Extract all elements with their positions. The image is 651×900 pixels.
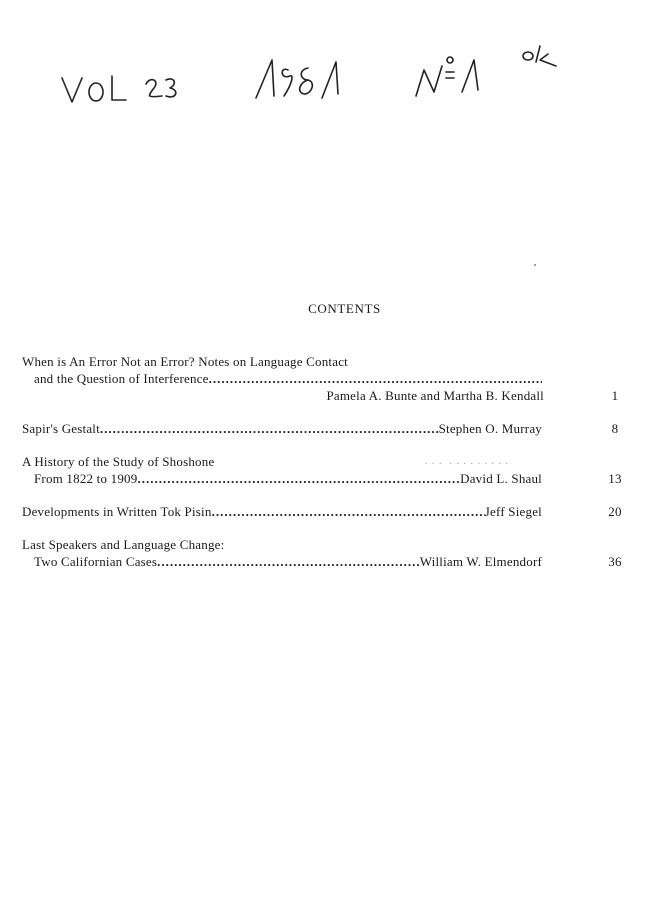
- toc-entry: [0, 353, 651, 404]
- leader-dots: [100, 420, 439, 437]
- contents-heading: CONTENTS: [308, 301, 381, 316]
- handwritten-number: [416, 57, 478, 96]
- toc-entry: [0, 536, 651, 570]
- handwritten-year: [256, 60, 338, 98]
- entry-page: 8: [611, 421, 619, 436]
- entry-title: Last Speakers and Language Change:: [22, 537, 225, 552]
- faint-leader-dots: . . . . . . . . . . . .: [425, 456, 509, 467]
- entry-page: 13: [608, 471, 622, 486]
- entry-page: 1: [611, 388, 619, 403]
- leader-dots: [209, 370, 542, 387]
- entry-title: Sapir's Gestalt: [22, 421, 100, 436]
- toc-entry: [0, 503, 651, 520]
- entry-title-continued: and the Question of Interference: [34, 371, 209, 386]
- toc-entry: [0, 420, 651, 437]
- entry-author: Jeff Siegel: [484, 504, 542, 519]
- entry-title-continued: From 1822 to 1909: [34, 471, 138, 486]
- paper-speck: [534, 264, 536, 266]
- handwritten-volume: [62, 76, 126, 102]
- leader-dots: [212, 503, 485, 520]
- leader-dots: [157, 553, 420, 570]
- handwritten-volume-number: [146, 79, 176, 97]
- leader-dots: [137, 470, 460, 487]
- entry-page: 36: [608, 554, 622, 569]
- entry-author: Pamela A. Bunte and Martha B. Kendall: [326, 388, 544, 403]
- entry-author: Stephen O. Murray: [438, 421, 542, 436]
- entry-page: 20: [608, 504, 622, 519]
- entry-title: A History of the Study of Shoshone: [22, 454, 215, 469]
- entry-author: William W. Elmendorf: [419, 554, 542, 569]
- toc-entry: [0, 453, 651, 487]
- handwritten-annotation: [50, 40, 590, 120]
- handwritten-mark: [523, 46, 556, 66]
- entry-title: When is An Error Not an Error? Notes on Language Contact: [22, 354, 348, 369]
- entry-author: David L. Shaul: [460, 471, 542, 486]
- entry-title: Developments in Written Tok Pisin: [22, 504, 212, 519]
- entry-title-continued: Two Californian Cases: [34, 554, 158, 569]
- table-of-contents: [0, 353, 651, 586]
